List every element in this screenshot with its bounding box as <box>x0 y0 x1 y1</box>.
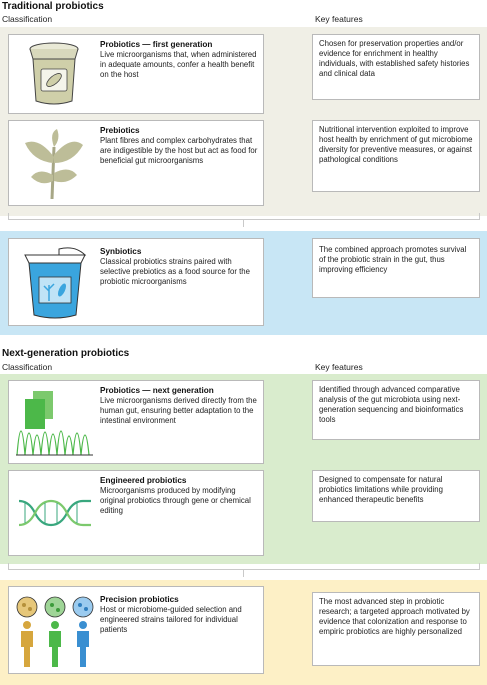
dna-icon <box>17 495 93 531</box>
synbiotics-feature: The combined approach promotes survival of the probiotic strain in the gut, thus improving efficiency <box>319 245 467 274</box>
precision-desc: Host or microbiome-guided selection and engineered strains tailored for individual patients <box>100 605 242 634</box>
traditional-key-features-label: Key features <box>315 14 363 24</box>
yogurt-cup-icon <box>19 245 91 321</box>
first-gen-feature: Chosen for preservation properties and/or evidence for enrichment in healthy individuals, with established safety histories and clinical data <box>319 39 470 78</box>
synbiotics-feature-card <box>312 238 480 298</box>
bracket-right-tick-2 <box>479 563 480 570</box>
bracket-line-2 <box>8 569 480 570</box>
bracket-center-tick <box>243 219 244 227</box>
prebiotics-feature: Nutritional intervention exploited to improve host health by enrichment of gut microbiome diversity for preventive measures, or against pathological conditions <box>319 125 473 164</box>
bracket-right-tick <box>479 213 480 220</box>
prebiotics-feature-card <box>312 120 480 192</box>
prebiotics-card <box>8 120 264 206</box>
next-gen-title: Probiotics — next generation <box>100 386 214 395</box>
engineered-desc: Microorganisms produced by modifying original probiotics through gene or chemical editing <box>100 486 251 515</box>
prebiotics-title: Prebiotics <box>100 126 140 135</box>
first-gen-feature-card <box>312 34 480 100</box>
traditional-classification-label: Classification <box>2 14 53 24</box>
synbiotics-card <box>8 238 264 326</box>
nextgen-key-features-label: Key features <box>315 362 363 372</box>
bracket-left-tick <box>8 213 9 220</box>
engineered-feature-card <box>312 470 480 522</box>
next-gen-feature-card <box>312 380 480 440</box>
personalized-people-icon <box>13 595 97 671</box>
engineered-title: Engineered probiotics <box>100 476 187 485</box>
first-gen-title: Probiotics — first generation <box>100 40 213 49</box>
bracket-line <box>8 219 480 220</box>
bracket-left-tick-2 <box>8 563 9 570</box>
sequencing-icon <box>15 387 95 461</box>
engineered-feature: Designed to compensate for natural probiotics limitations while providing enhanced therapeutic benefits <box>319 475 443 504</box>
precision-feature-card <box>312 592 480 666</box>
bracket-center-tick-2 <box>243 569 244 577</box>
plant-icon <box>19 127 89 201</box>
first-gen-card <box>8 34 264 114</box>
synbiotics-title: Synbiotics <box>100 247 142 256</box>
first-gen-desc: Live microorganisms that, when administered in adequate amounts, confer a health benefit on the host <box>100 50 257 79</box>
synbiotics-desc: Classical probiotics strains paired with selective prebiotics as a food source for the probiotic microorganisms <box>100 257 250 286</box>
engineered-card <box>8 470 264 556</box>
precision-feature: The most advanced step in probiotic research; a targeted approach motivated by evidence that colonization and response to empiric probiotics are highly personalized <box>319 597 470 636</box>
jar-icon <box>19 41 89 109</box>
next-gen-feature: Identified through advanced comparative analysis of the gut microbiota using next-generation sequencing and bioinformatics tools <box>319 385 464 424</box>
nextgen-section-title: Next-generation probiotics <box>2 348 130 359</box>
traditional-section-title: Traditional probiotics <box>2 1 104 12</box>
next-gen-desc: Live microorganisms derived directly from the human gut, ensuring better adaptation to the intestinal environment <box>100 396 257 425</box>
nextgen-classification-label: Classification <box>2 362 53 372</box>
prebiotics-desc: Plant fibres and complex carbohydrates that are indigestible by the host but act as food for beneficial gut microorganisms <box>100 136 258 165</box>
next-gen-card <box>8 380 264 464</box>
precision-card <box>8 586 264 674</box>
precision-title: Precision probiotics <box>100 595 179 604</box>
